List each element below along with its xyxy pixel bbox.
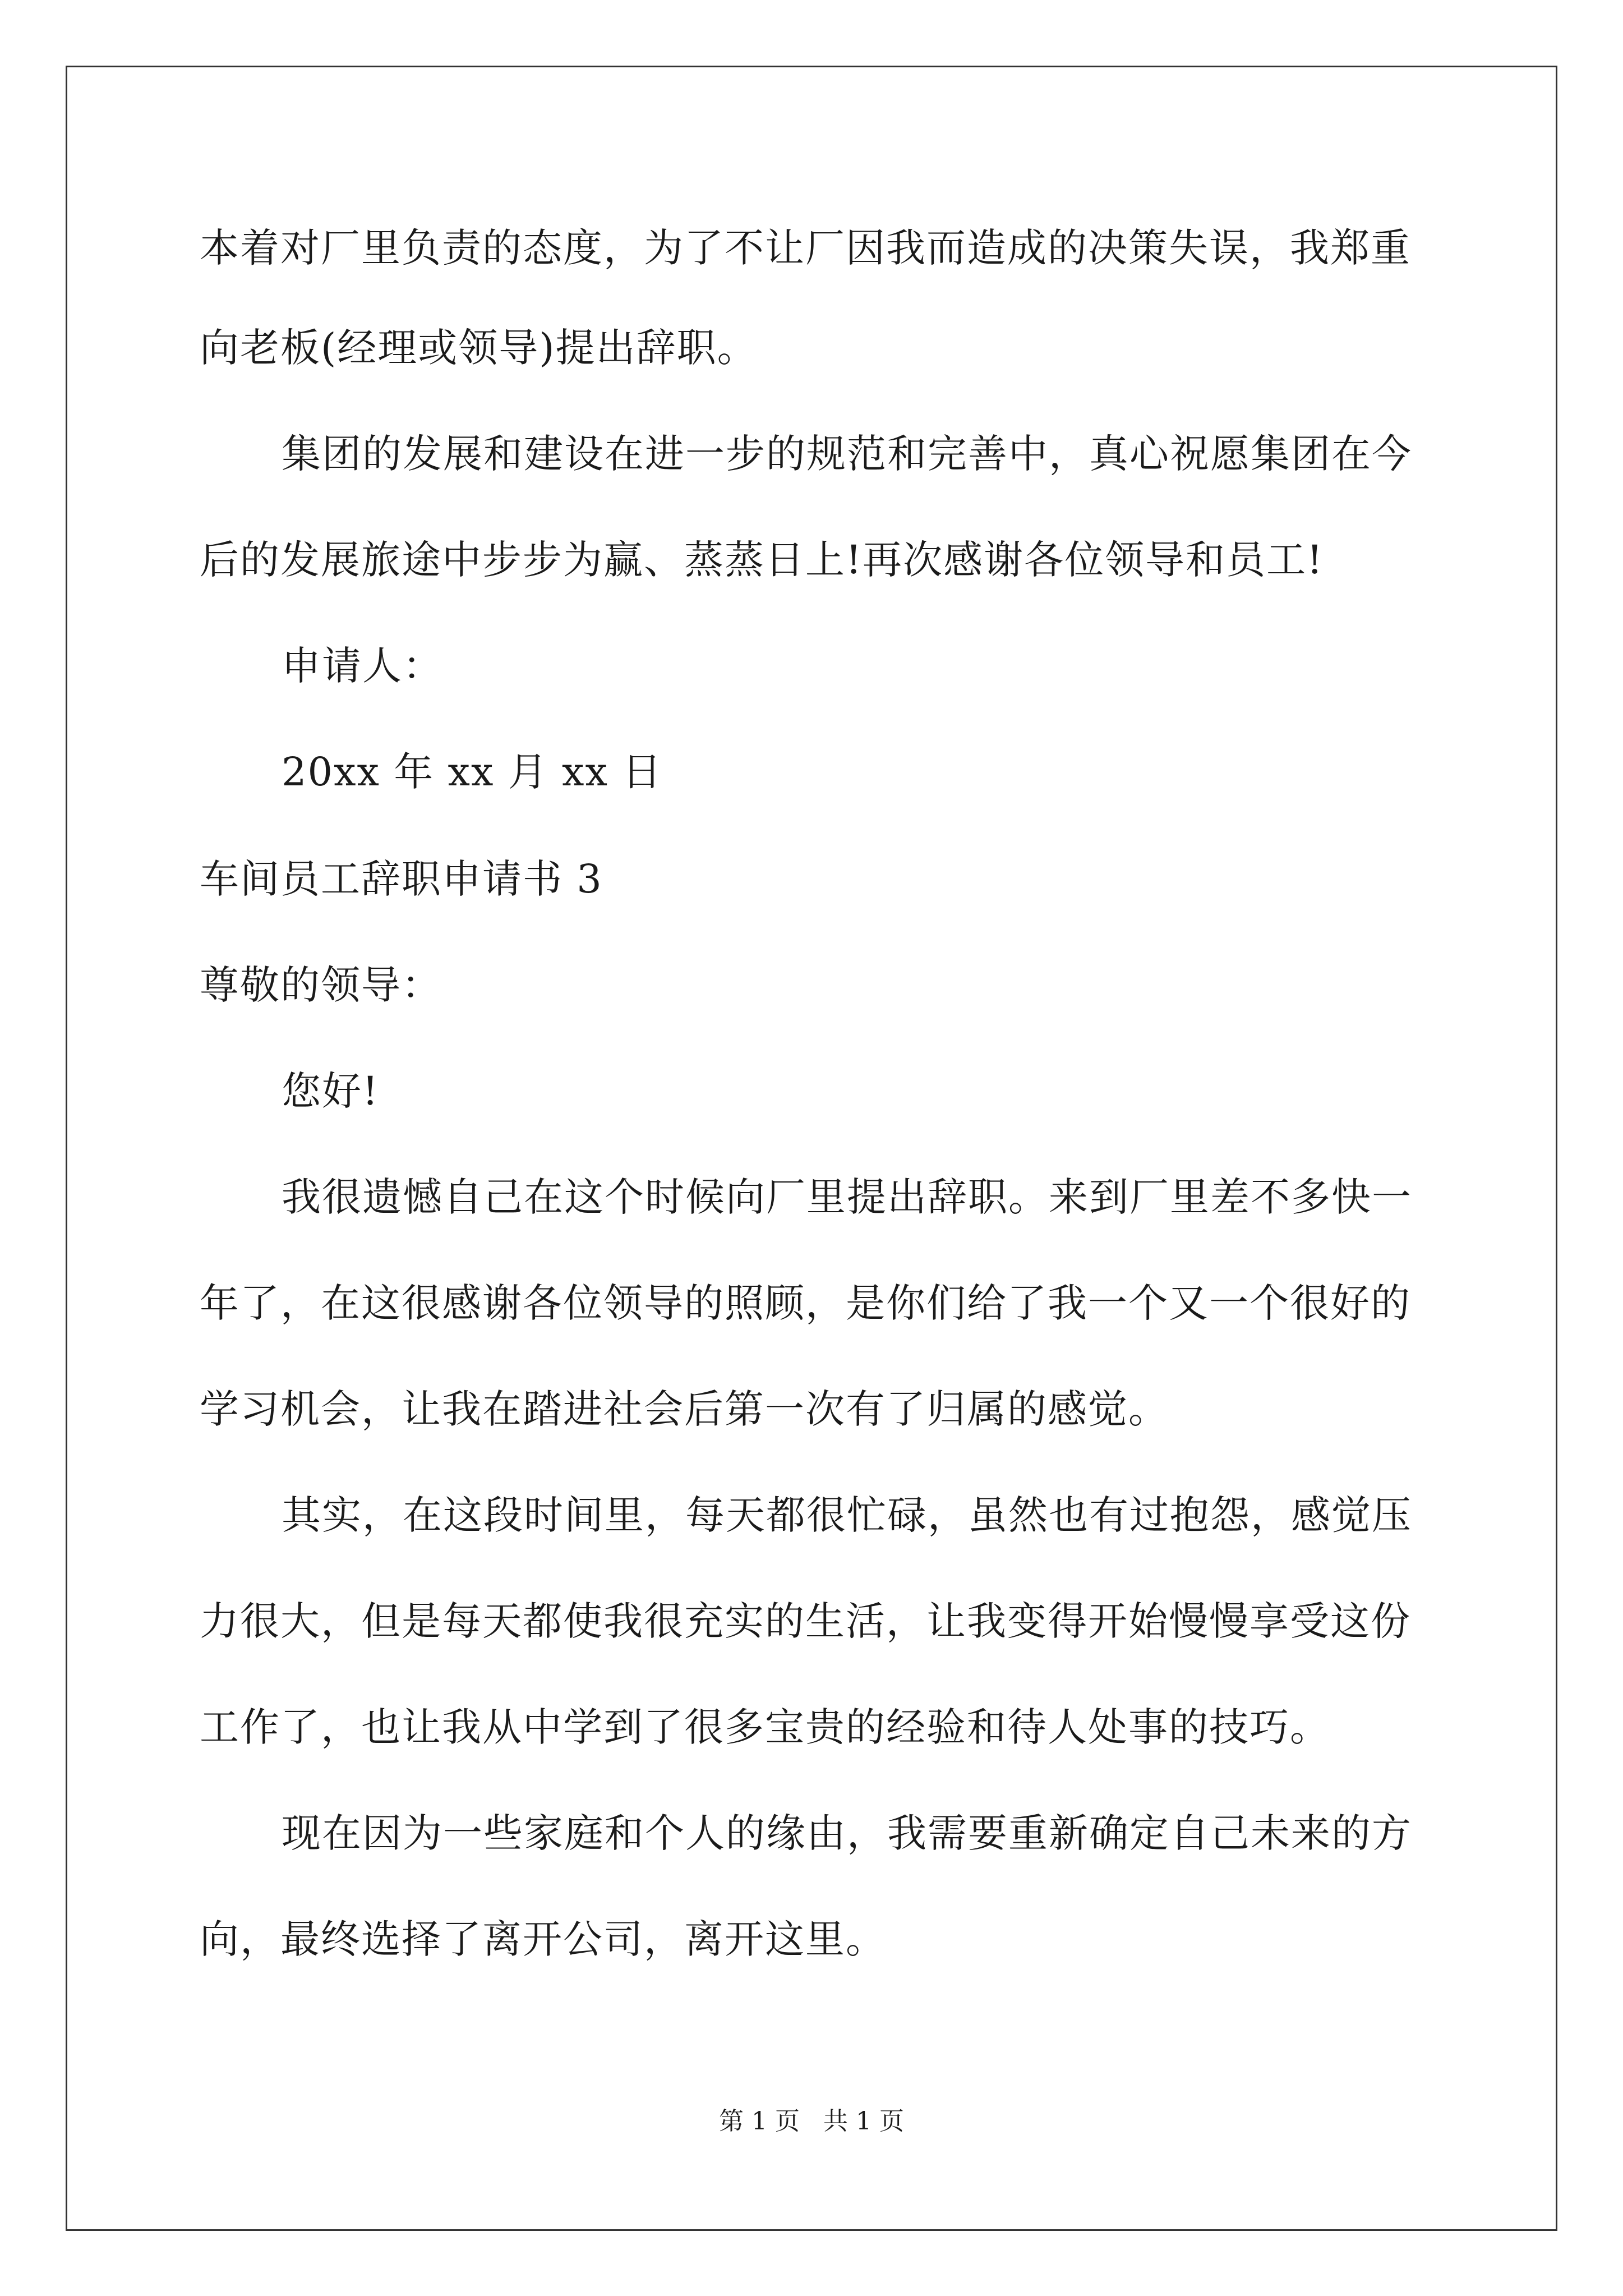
greeting: 您好!	[282, 1068, 380, 1114]
page-border	[66, 66, 1557, 2231]
body-line-10: 我很遗憾自己在这个时候向厂里提出辞职。来到厂里差不多快一	[282, 1174, 1412, 1220]
body-line-12: 学习机会，让我在踏进社会后第一次有了归属的感觉。	[200, 1386, 1169, 1432]
body-line-15: 工作了，也让我从中学到了很多宝贵的经验和待人处事的技巧。	[200, 1704, 1330, 1750]
body-line-14: 力很大，但是每天都使我很充实的生活，让我变得开始慢慢享受这份	[200, 1598, 1411, 1644]
body-line-1: 本着对厂里负责的态度，为了不让厂因我而造成的决策失误，我郑重	[200, 225, 1411, 271]
body-line-4: 后的发展旅途中步步为赢、蒸蒸日上!再次感谢各位领导和员工!	[200, 537, 1324, 583]
section-title: 车间员工辞职申请书 3	[200, 856, 603, 902]
body-line-16: 现在因为一些家庭和个人的缘由，我需要重新确定自己未来的方	[282, 1810, 1412, 1856]
date-line: 20xx 年 xx 月 xx 日	[282, 749, 663, 795]
page-footer: 第 1 页 共 1 页	[719, 2107, 904, 2136]
applicant-label: 申请人：	[282, 643, 443, 689]
body-line-2: 向老板(经理或领导)提出辞职。	[200, 325, 758, 371]
body-line-17: 向，最终选择了离开公司，离开这里。	[200, 1916, 886, 1962]
body-line-11: 年了，在这很感谢各位领导的照顾，是你们给了我一个又一个很好的	[200, 1280, 1411, 1326]
salutation: 尊敬的领导：	[200, 962, 442, 1008]
body-line-3: 集团的发展和建设在进一步的规范和完善中，真心祝愿集团在今	[282, 431, 1412, 477]
body-line-13: 其实，在这段时间里，每天都很忙碌，虽然也有过抱怨，感觉压	[282, 1492, 1412, 1538]
